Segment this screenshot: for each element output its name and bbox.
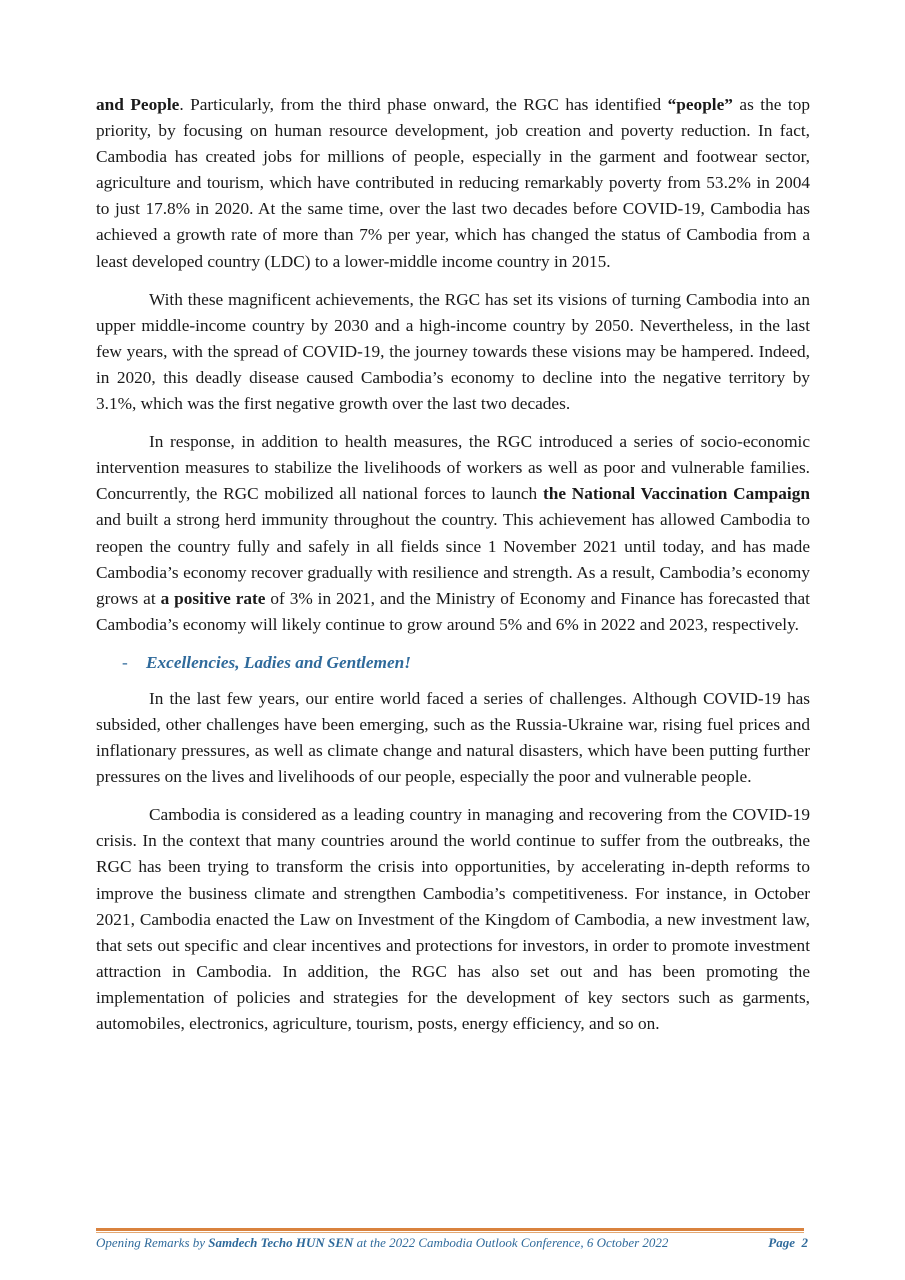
bold-phrase-people: “people” xyxy=(667,95,733,114)
page-footer xyxy=(96,1234,808,1252)
footer-rule xyxy=(96,1228,804,1231)
greeting-heading xyxy=(96,650,810,676)
bold-phrase-positive-rate: a positive rate xyxy=(160,588,266,608)
footer-prefix: Opening Remarks by xyxy=(96,1235,209,1250)
paragraph-3-text-b: and built a strong herd immunity throughout the country. This achievement has allowed Cambodia to reopen the country fully and safely in all fields since 1 November 2021 until today, and has made Cambodia’s economy recover gradually with resilience and strength. As a result, Cambodia’s economy grows at xyxy=(96,510,810,608)
page-label: Page xyxy=(768,1235,795,1250)
document-body xyxy=(96,92,810,1049)
paragraph-1-text-b: as the top priority, by focusing on human resource development, job creation and poverty reduction. In fact, Cambodia has created jobs for millions of people, especially in the garment and footwear sector, agriculture and tourism, which have contributed in reducing remarkably poverty from 53.2% in 2004 to just 17.8% in 2020. At the same time, over the last two decades before COVID-19, Cambodia has achieved a growth rate of more than 7% per year, which has changed the status of Cambodia from a least developed country (LDC) to a lower-middle income country in 2015. xyxy=(96,95,810,271)
paragraph-1-text-a: . Particularly, from the third phase onward, the RGC has identified xyxy=(179,95,668,114)
greeting-text: Excellencies, Ladies and Gentlemen! xyxy=(146,652,411,672)
page-number-value: 2 xyxy=(801,1235,808,1250)
paragraph-1 xyxy=(96,92,810,275)
bold-phrase-and-people: and People xyxy=(96,95,180,114)
paragraph-4: In the last few years, our entire world faced a series of challenges. Although COVID-19 has subsided, other challenges have been emerging, such as the Russia-Ukraine war, rising fuel prices and inflationary pressures, as well as climate change and natural disasters, which have been putting further pressures on the lives and livelihoods of our people, especially the poor and vulnerable people. xyxy=(96,688,810,787)
paragraph-3-text-c: of 3% in 2021, and the Ministry of Economy and Finance has forecasted that Cambodia’s economy will likely continue to grow around 5% and 6% in 2022 and 2023, respectively. xyxy=(96,588,810,634)
paragraph-3-text-a: In response, in addition to health measures, the RGC introduced a series of socio-economic intervention measures to stabilize the livelihoods of workers as well as poor and vulnerable families. Concurrently, the RGC mobilized all national forces to launch xyxy=(96,432,810,504)
footer-speaker: Samdech Techo HUN SEN xyxy=(208,1235,354,1250)
bold-phrase-vaccination-campaign: the National Vaccination Campaign xyxy=(542,484,810,504)
paragraph-5: Cambodia is considered as a leading country in managing and recovering from the COVID-19 crisis. In the context that many countries around the world continue to suffer from the outbreaks, the RGC has been trying to transform the crisis into opportunities, by accelerating in-depth reforms to improve the business climate and strengthen Cambodia’s competitiveness. For instance, in October 2021, Cambodia enacted the Law on Investment of the Kingdom of Cambodia, a new investment law, that sets out specific and clear incentives and protections for investors, in order to promote investment attraction in Cambodia. In addition, the RGC has also set out and has been promoting the implementation of policies and strategies for the development of key sectors such as garments, automobiles, electronics, agriculture, tourism, posts, energy efficiency, and so on. xyxy=(96,805,810,1033)
paragraph-3 xyxy=(96,429,810,638)
footer-rule-thin xyxy=(96,1232,804,1233)
footer-citation xyxy=(96,1234,668,1252)
page-number xyxy=(768,1234,808,1252)
footer-suffix: at the 2022 Cambodia Outlook Conference, 6 October 2022 xyxy=(353,1235,669,1250)
greeting-dash: - xyxy=(122,652,128,672)
paragraph-2: With these magnificent achievements, the RGC has set its visions of turning Cambodia into an upper middle-income country by 2030 and a high-income country by 2050. Nevertheless, in the last few years, with the spread of COVID-19, the journey towards these visions may be hampered. Indeed, in 2020, this deadly disease caused Cambodia’s economy to decline into the negative territory by 3.1%, which was the first negative growth over the last two decades. xyxy=(96,289,810,414)
